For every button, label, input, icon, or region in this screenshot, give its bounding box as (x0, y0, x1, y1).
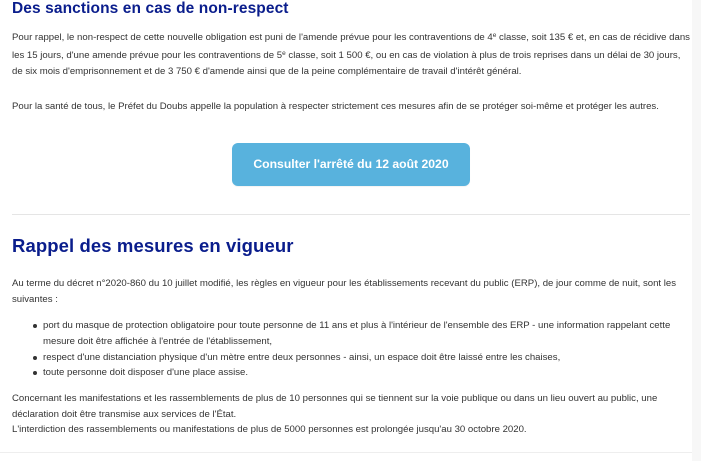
measure-text: port du masque de protection obligatoire pour toute personne de 11 ans et plus à l'intérieur de l'ensemble des ERP - une information rappelant cette mesure doit être affichée à l'entrée de l'établissement, (43, 320, 671, 347)
manifestations-paragraph: Concernant les manifestations et les rassemblements de plus de 10 personnes qui se tiennent sur la voie publique ou dans un lieu ouvert au public, une déclaration doit être transmise aux services de l'État. (12, 393, 658, 420)
section-title-sanctions: Des sanctions en cas de non-respect (12, 0, 289, 17)
superscript-e: e (282, 49, 286, 57)
rappel-intro-paragraph: Au terme du décret n°2020-860 du 10 juillet modifié, les règles en vigueur pour les établissements recevant du public (ERP), de jour comme de nuit, sont les suivantes : (12, 278, 677, 305)
sanctions-paragraph-part-c: classe, soit 1 500 €, ou en cas de violation à plus de trois reprises dans un délai de 30 jours, de six mois d'emprisonnement et de 3 750 € d'amende ainsi que de la peine complémentaire de travail d'intérêt général. (12, 49, 681, 77)
sanctions-paragraph-part-a: Pour rappel, le non-respect de cette nouvelle obligation est puni de l'amende prévue pour les contraventions de 4 (12, 32, 493, 43)
measure-text: toute personne doit disposer d'une place assise. (43, 367, 249, 379)
measures-list (12, 318, 701, 381)
bullet-icon (33, 356, 37, 360)
sanctions-paragraph (12, 28, 692, 79)
list-item (43, 318, 701, 350)
bullet-icon (33, 324, 37, 328)
bullet-icon (33, 371, 37, 375)
section-divider (12, 214, 690, 215)
interdiction-paragraph: L'interdiction des rassemblements ou manifestations de plus de 5000 personnes est prolongée jusqu'au 30 octobre 2020. (12, 424, 527, 435)
prefet-appeal-paragraph: Pour la santé de tous, le Préfet du Doubs appelle la population à respecter strictement ces mesures afin de se protéger soi-même et protéger les autres. (12, 101, 659, 112)
consult-arrete-button[interactable]: Consulter l'arrêté du 12 août 2020 (232, 143, 470, 186)
list-item (43, 365, 701, 381)
measure-text: respect d'une distanciation physique d'un mètre entre deux personnes - ainsi, un espace doit être laissé entre les chaises, (43, 351, 561, 363)
bottom-divider (0, 452, 692, 453)
sanctions-paragraph-part-b: classe, soit 135 € et, en cas de récidive dans les 15 jours, d'une amende prévue pour les contraventions de 5 (12, 32, 690, 61)
section-title-rappel: Rappel des mesures en vigueur (12, 235, 294, 256)
superscript-e: e (492, 32, 497, 39)
list-item (43, 350, 701, 366)
